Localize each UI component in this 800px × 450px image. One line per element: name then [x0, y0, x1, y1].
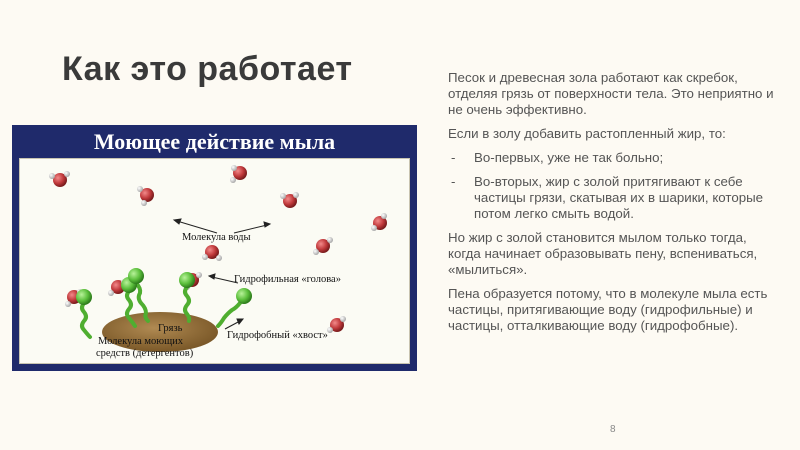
- hydrophilic-head: [128, 268, 144, 284]
- water-molecule: [49, 171, 70, 187]
- label-detergent-line2: средств (детергентов): [96, 348, 194, 359]
- water-molecule: [137, 186, 154, 206]
- paragraph-molecule: Пена образуется потому, что в молекуле мыла есть частицы, притягивающие воду (гидрофильные) и частицы, отталкивающие воду (гидрофобные).: [448, 286, 768, 333]
- label-water-molecule: Молекула воды: [182, 232, 251, 243]
- water-molecule: [313, 237, 333, 255]
- bullet-item: - Во-вторых, жир с золой притягивают к себе частицы грязи, скатывая их в шарики, которые потом легко смыть водой.: [448, 174, 778, 222]
- paragraph-intro: Песок и древесная зола работают как скребок, отделяя грязь от поверхности тела. Это неприятно и не очень эффективно.: [448, 70, 774, 117]
- label-hydrophobic-tail: Гидрофобный «хвост»: [227, 330, 328, 341]
- label-detergent-line1: Молекула моющих: [98, 336, 184, 347]
- page-number: 8: [610, 424, 616, 435]
- hydrophilic-head: [236, 288, 252, 304]
- label-hydrophilic-head: Гидрофильная «голова»: [234, 274, 341, 285]
- figure-illustration: [12, 125, 417, 371]
- slide-title: Как это работает: [62, 50, 353, 88]
- detergent-tail: [82, 303, 90, 337]
- hydrophilic-head: [179, 272, 195, 288]
- water-molecule: [371, 213, 387, 231]
- slide-body: [448, 70, 778, 342]
- water-molecule: [202, 245, 222, 261]
- water-molecule: [327, 316, 346, 333]
- soap-action-figure: [12, 125, 417, 371]
- paragraph-condition: Если в золу добавить растопленный жир, то:: [448, 126, 726, 141]
- water-molecule: [280, 192, 299, 208]
- label-dirt: Грязь: [158, 323, 183, 334]
- bullet-item: - Во-первых, уже не так больно;: [448, 150, 778, 166]
- bullet-list: [448, 150, 778, 222]
- hydrophilic-head: [76, 289, 92, 305]
- paragraph-foam: Но жир с золой становится мылом только тогда, когда начинает образовывать пену, вспениваться, «мылиться».: [448, 230, 758, 277]
- figure-title: Моющее действие мыла: [93, 129, 336, 154]
- water-molecule: [230, 165, 247, 183]
